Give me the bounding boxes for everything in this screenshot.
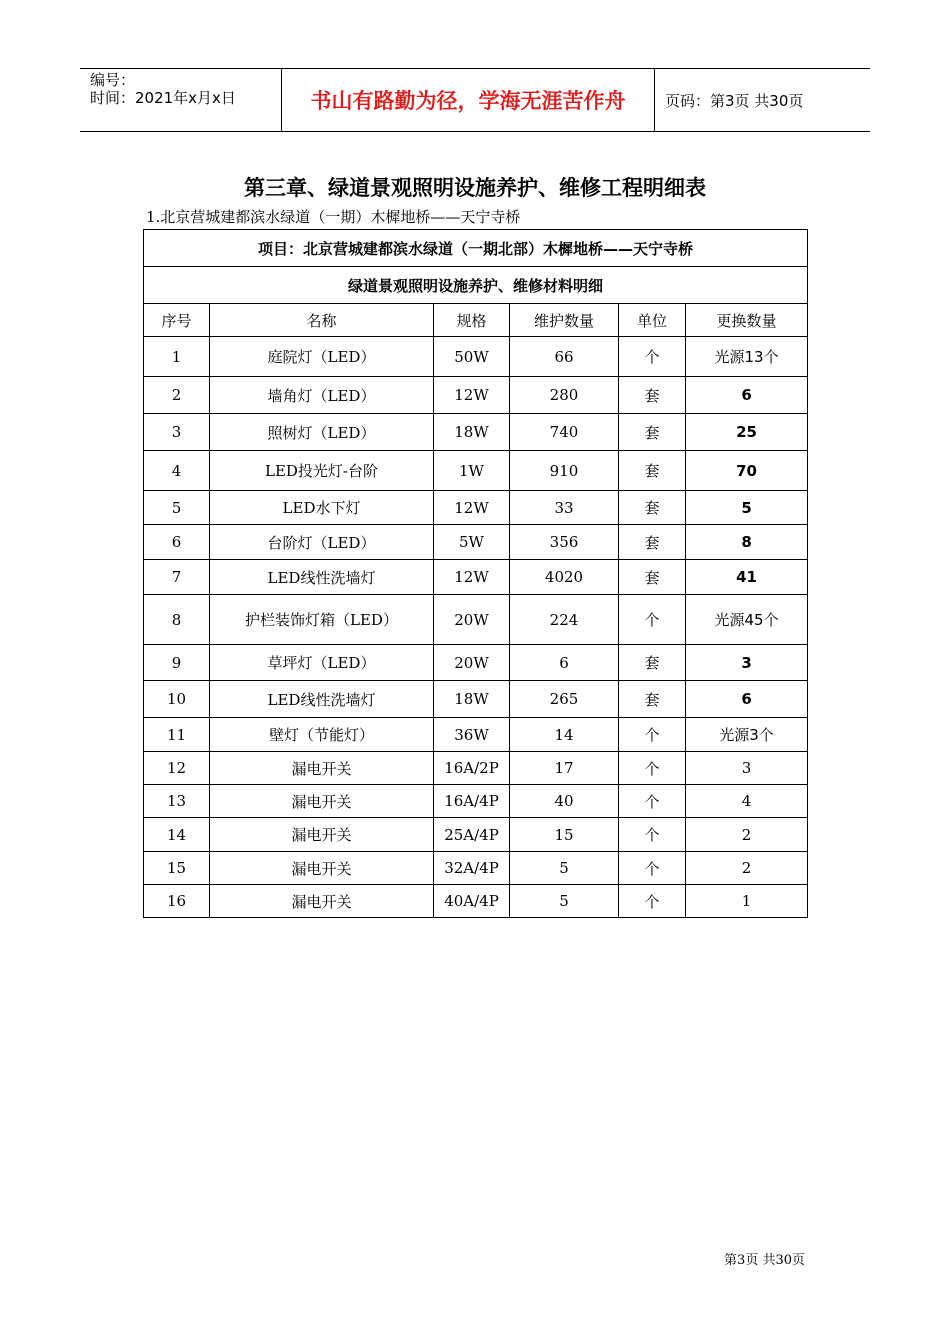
cell-replace: 8 (686, 525, 808, 560)
cell-no: 5 (144, 491, 210, 525)
col-header-qty: 维护数量 (510, 304, 619, 337)
cell-no: 16 (144, 885, 210, 918)
cell-spec: 12W (434, 377, 510, 414)
table-row (144, 337, 808, 377)
cell-no: 15 (144, 852, 210, 885)
cell-name: 漏电开关 (210, 818, 434, 852)
cell-spec: 32A/4P (434, 852, 510, 885)
chapter-title: 第三章、绿道景观照明设施养护、维修工程明细表 (244, 176, 706, 200)
table-row (144, 595, 808, 645)
cell-spec: 16A/2P (434, 752, 510, 785)
cell-no: 6 (144, 525, 210, 560)
table-row (144, 525, 808, 560)
table-row (144, 718, 808, 752)
cell-no: 12 (144, 752, 210, 785)
cell-replace: 光源13个 (686, 337, 808, 377)
cell-no: 14 (144, 818, 210, 852)
cell-no: 4 (144, 451, 210, 491)
cell-no: 3 (144, 414, 210, 451)
cell-replace: 3 (686, 752, 808, 785)
cell-unit: 套 (619, 377, 686, 414)
cell-name: 漏电开关 (210, 885, 434, 918)
cell-unit: 套 (619, 414, 686, 451)
section-title: 1.北京营城建都滨水绿道（一期）木樨地桥——天宁寺桥 (146, 208, 521, 226)
cell-replace: 1 (686, 885, 808, 918)
cell-no: 8 (144, 595, 210, 645)
cell-spec: 18W (434, 414, 510, 451)
table-row (144, 818, 808, 852)
cell-qty: 40 (510, 785, 619, 818)
cell-qty: 17 (510, 752, 619, 785)
cell-unit: 个 (619, 595, 686, 645)
project-title: 项目：北京营城建都滨水绿道（一期北部）木樨地桥——天宁寺桥 (144, 230, 808, 267)
cell-name: LED投光灯-台阶 (210, 451, 434, 491)
time-label: 时间：2021年x月x日 (90, 89, 236, 107)
cell-unit: 个 (619, 852, 686, 885)
table-subtitle: 绿道景观照明设施养护、维修材料明细 (144, 267, 808, 304)
cell-qty: 66 (510, 337, 619, 377)
materials-table (143, 229, 808, 918)
cell-name: 墙角灯（LED） (210, 377, 434, 414)
cell-name: 漏电开关 (210, 785, 434, 818)
cell-spec: 12W (434, 560, 510, 595)
cell-replace: 70 (686, 451, 808, 491)
table-row (144, 560, 808, 595)
cell-spec: 16A/4P (434, 785, 510, 818)
cell-replace: 6 (686, 377, 808, 414)
cell-no: 13 (144, 785, 210, 818)
table-row (144, 491, 808, 525)
cell-unit: 个 (619, 718, 686, 752)
cell-replace: 41 (686, 560, 808, 595)
cell-replace: 光源3个 (686, 718, 808, 752)
cell-name: LED线性洗墙灯 (210, 681, 434, 718)
cell-qty: 4020 (510, 560, 619, 595)
cell-replace: 25 (686, 414, 808, 451)
cell-unit: 套 (619, 560, 686, 595)
cell-qty: 33 (510, 491, 619, 525)
cell-name: 壁灯（节能灯） (210, 718, 434, 752)
cell-replace: 4 (686, 785, 808, 818)
col-header-name: 名称 (210, 304, 434, 337)
table-row (144, 885, 808, 918)
cell-unit: 套 (619, 681, 686, 718)
cell-spec: 25A/4P (434, 818, 510, 852)
table-row (144, 377, 808, 414)
cell-spec: 20W (434, 595, 510, 645)
col-header-spec: 规格 (434, 304, 510, 337)
cell-qty: 224 (510, 595, 619, 645)
cell-qty: 740 (510, 414, 619, 451)
cell-name: 台阶灯（LED） (210, 525, 434, 560)
table-row (144, 752, 808, 785)
cell-replace: 光源45个 (686, 595, 808, 645)
page-footer: 第3页 共30页 (724, 1253, 805, 1268)
cell-qty: 5 (510, 885, 619, 918)
cell-replace: 6 (686, 681, 808, 718)
cell-replace: 3 (686, 645, 808, 681)
cell-no: 2 (144, 377, 210, 414)
cell-name: 草坪灯（LED） (210, 645, 434, 681)
cell-spec: 1W (434, 451, 510, 491)
cell-no: 11 (144, 718, 210, 752)
cell-unit: 个 (619, 752, 686, 785)
table-row (144, 645, 808, 681)
cell-replace: 5 (686, 491, 808, 525)
cell-qty: 356 (510, 525, 619, 560)
cell-spec: 36W (434, 718, 510, 752)
header-meta (80, 69, 282, 131)
cell-name: 漏电开关 (210, 752, 434, 785)
cell-unit: 套 (619, 525, 686, 560)
project-row (144, 230, 808, 267)
cell-qty: 14 (510, 718, 619, 752)
table-row (144, 785, 808, 818)
subtitle-row (144, 267, 808, 304)
cell-name: LED水下灯 (210, 491, 434, 525)
cell-spec: 20W (434, 645, 510, 681)
cell-name: 庭院灯（LED） (210, 337, 434, 377)
cell-qty: 5 (510, 852, 619, 885)
cell-no: 10 (144, 681, 210, 718)
cell-qty: 910 (510, 451, 619, 491)
cell-replace: 2 (686, 818, 808, 852)
cell-unit: 个 (619, 785, 686, 818)
table-row (144, 852, 808, 885)
cell-unit: 个 (619, 818, 686, 852)
cell-spec: 50W (434, 337, 510, 377)
cell-unit: 个 (619, 885, 686, 918)
column-header-row (144, 304, 808, 337)
table-row (144, 451, 808, 491)
col-header-replace: 更换数量 (686, 304, 808, 337)
page-header (80, 68, 870, 132)
number-label: 编号： (90, 71, 136, 89)
cell-spec: 18W (434, 681, 510, 718)
table-row (144, 414, 808, 451)
cell-name: LED线性洗墙灯 (210, 560, 434, 595)
cell-no: 9 (144, 645, 210, 681)
cell-qty: 15 (510, 818, 619, 852)
cell-name: 照树灯（LED） (210, 414, 434, 451)
cell-unit: 个 (619, 337, 686, 377)
table-row (144, 681, 808, 718)
col-header-unit: 单位 (619, 304, 686, 337)
header-page-info: 页码：第3页 共30页 (665, 91, 804, 110)
cell-spec: 12W (434, 491, 510, 525)
header-motto: 书山有路勤为径，学海无涯苦作舟 (282, 69, 655, 131)
cell-no: 7 (144, 560, 210, 595)
cell-unit: 套 (619, 645, 686, 681)
cell-no: 1 (144, 337, 210, 377)
cell-qty: 6 (510, 645, 619, 681)
cell-replace: 2 (686, 852, 808, 885)
cell-spec: 40A/4P (434, 885, 510, 918)
cell-unit: 套 (619, 491, 686, 525)
cell-spec: 5W (434, 525, 510, 560)
cell-name: 漏电开关 (210, 852, 434, 885)
cell-unit: 套 (619, 451, 686, 491)
col-header-no: 序号 (144, 304, 210, 337)
cell-name: 护栏装饰灯箱（LED） (210, 595, 434, 645)
cell-qty: 280 (510, 377, 619, 414)
cell-qty: 265 (510, 681, 619, 718)
